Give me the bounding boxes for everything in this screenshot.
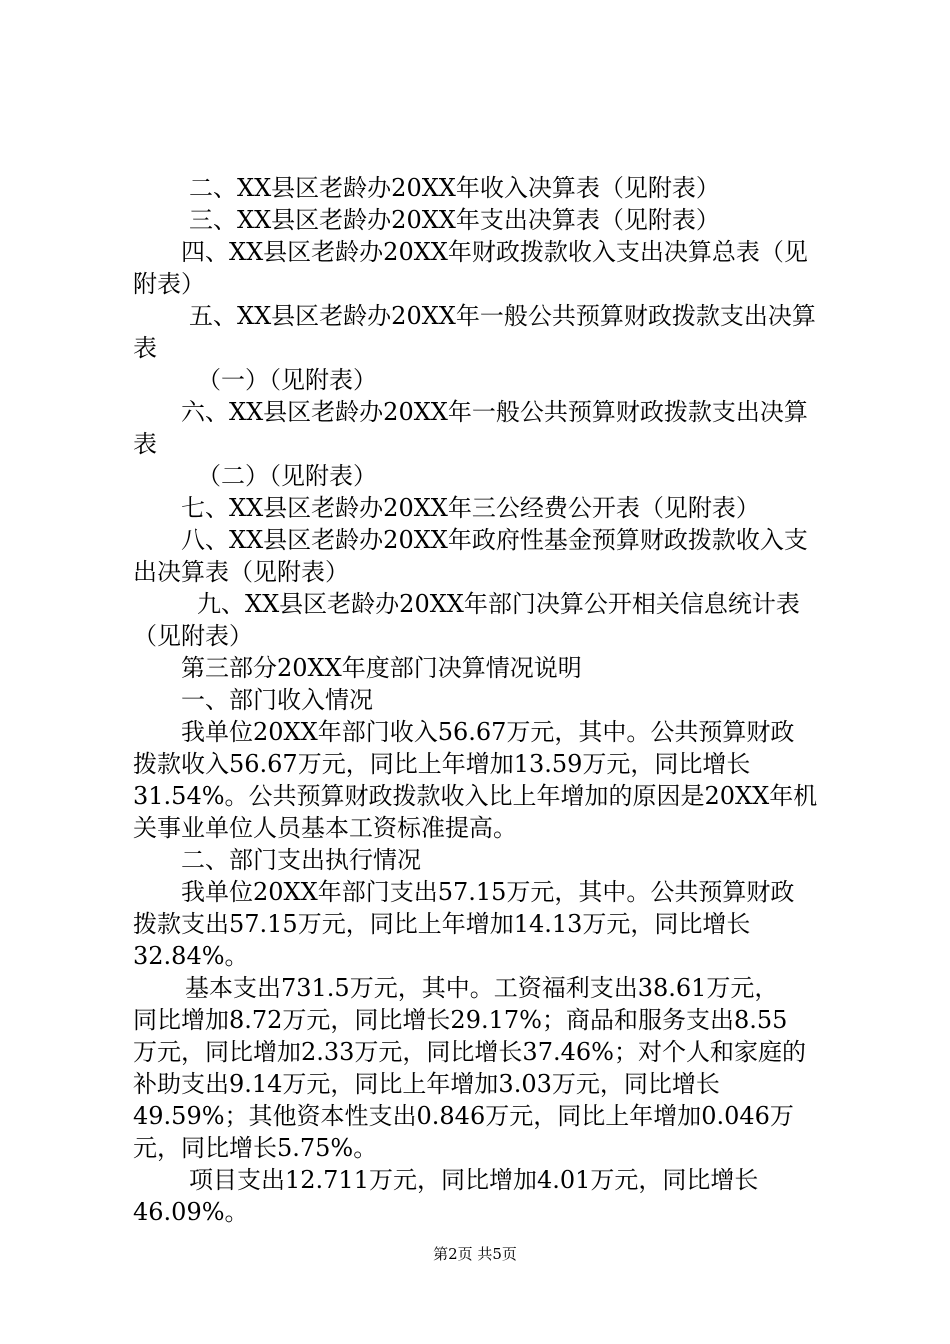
text-line: 二、部门支出执行情况 bbox=[181, 846, 421, 874]
text-line: 补助支出9.14万元，同比上年增加3.03万元，同比增长 bbox=[133, 1070, 720, 1098]
text-line: 我单位20XX年部门支出57.15万元，其中。公共预算财政 bbox=[181, 878, 795, 906]
text-line: 同比增加8.72万元，同比增长29.17%；商品和服务支出8.55 bbox=[133, 1006, 788, 1034]
text-line: 项目支出12.711万元，同比增加4.01万元，同比增长 bbox=[189, 1166, 759, 1194]
text-line: 拨款支出57.15万元，同比上年增加14.13万元，同比增长 bbox=[133, 910, 751, 938]
text-line: 出决算表（见附表） bbox=[133, 558, 349, 586]
text-line: 第三部分20XX年度部门决算情况说明 bbox=[181, 654, 582, 682]
document-body bbox=[133, 172, 830, 1228]
text-line: 49.59%；其他资本性支出0.846万元，同比上年增加0.046万 bbox=[133, 1102, 794, 1130]
text-line: 31.54%。公共预算财政拨款收入比上年增加的原因是20XX年机 bbox=[133, 782, 818, 810]
text-line: 关事业单位人员基本工资标准提高。 bbox=[133, 814, 517, 842]
text-line: 万元，同比增加2.33万元，同比增长37.46%；对个人和家庭的 bbox=[133, 1038, 806, 1066]
text-line: 46.09%。 bbox=[133, 1198, 249, 1226]
text-line: 二、XX县区老龄办20XX年收入决算表（见附表） bbox=[189, 174, 720, 202]
text-line: 四、XX县区老龄办20XX年财政拨款收入支出决算总表（见 bbox=[181, 238, 808, 266]
text-line: 拨款收入56.67万元，同比上年增加13.59万元，同比增长 bbox=[133, 750, 751, 778]
text-line: 七、XX县区老龄办20XX年三公经费公开表（见附表） bbox=[181, 494, 760, 522]
text-line: 五、XX县区老龄办20XX年一般公共预算财政拨款支出决算 bbox=[189, 302, 816, 330]
text-line: 基本支出731.5万元，其中。工资福利支出38.61万元， bbox=[185, 974, 779, 1002]
text-line: 表 bbox=[133, 430, 157, 458]
text-line: （一）（见附表） bbox=[197, 366, 377, 394]
text-line: 一、部门收入情况 bbox=[181, 686, 373, 714]
text-line: 附表） bbox=[133, 270, 205, 298]
text-line: 三、XX县区老龄办20XX年支出决算表（见附表） bbox=[189, 206, 720, 234]
text-line: 六、XX县区老龄办20XX年一般公共预算财政拨款支出决算 bbox=[181, 398, 808, 426]
text-line: （二）（见附表） bbox=[197, 462, 377, 490]
page-footer: 第2页 共5页 bbox=[433, 1245, 517, 1263]
text-line: （见附表） bbox=[133, 622, 253, 650]
text-line: 我单位20XX年部门收入56.67万元，其中。公共预算财政 bbox=[181, 718, 795, 746]
text-line: 九、XX县区老龄办20XX年部门决算公开相关信息统计表 bbox=[197, 590, 800, 618]
text-line: 元，同比增长5.75%。 bbox=[133, 1134, 378, 1162]
text-line: 32.84%。 bbox=[133, 942, 249, 970]
text-line: 表 bbox=[133, 334, 157, 362]
text-line: 八、XX县区老龄办20XX年政府性基金预算财政拨款收入支 bbox=[181, 526, 808, 554]
